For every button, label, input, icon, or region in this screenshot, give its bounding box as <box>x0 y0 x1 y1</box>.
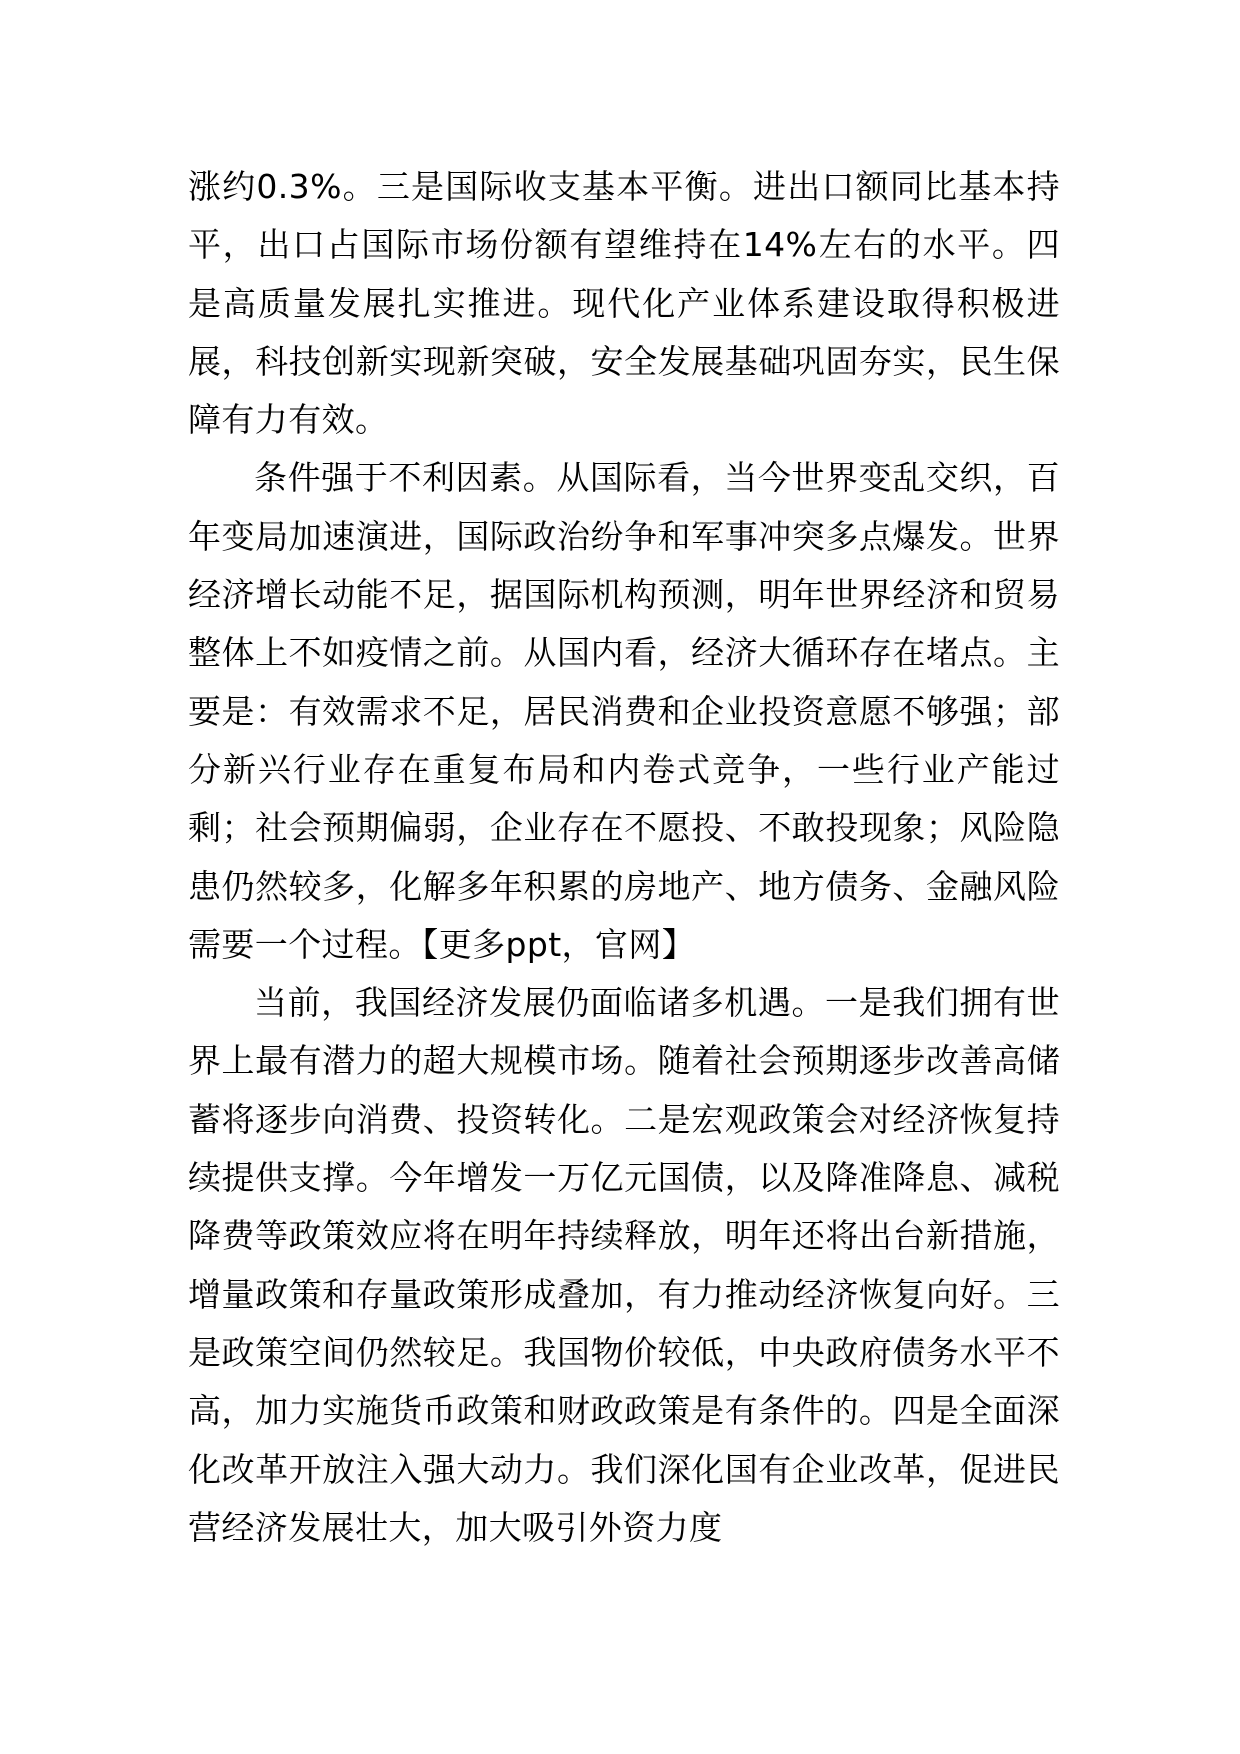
paragraph-2: 条件强于不利因素。从国际看，当今世界变乱交织，百年变局加速演进，国际政治纷争和军事冲突多点爆发。世界经济增长动能不足，据国际机构预测，明年世界经济和贸易整体上不如疫情之前。从国内看，经济大循环存在堵点。主要是：有效需求不足，居民消费和企业投资意愿不够强；部分新兴行业存在重复布局和内卷式竞争，一些行业产能过剩；社会预期偏弱，企业存在不愿投、不敢投现象；风险隐患仍然较多，化解多年积累的房地产、地方债务、金融风险需要一个过程。【更多ppt，官网】 <box>188 458 1060 964</box>
document-body <box>188 158 1060 1557</box>
paragraph-1: 涨约0.3%。三是国际收支基本平衡。进出口额同比基本持平，出口占国际市场份额有望维持在14%左右的水平。四是高质量发展扎实推进。现代化产业体系建设取得积极进展，科技创新实现新突破，安全发展基础巩固夯实，民生保障有力有效。 <box>188 167 1060 440</box>
paragraph-3: 当前，我国经济发展仍面临诸多机遇。一是我们拥有世界上最有潜力的超大规模市场。随着社会预期逐步改善高储蓄将逐步向消费、投资转化。二是宏观政策会对经济恢复持续提供支撑。今年增发一万亿元国债，以及降准降息、减税降费等政策效应将在明年持续释放，明年还将出台新措施，增量政策和存量政策形成叠加，有力推动经济恢复向好。三是政策空间仍然较足。我国物价较低，中央政府债务水平不高，加力实施货币政策和财政政策是有条件的。四是全面深化改革开放注入强大动力。我们深化国有企业改革，促进民营经济发展壮大，加大吸引外资力度 <box>188 983 1060 1547</box>
